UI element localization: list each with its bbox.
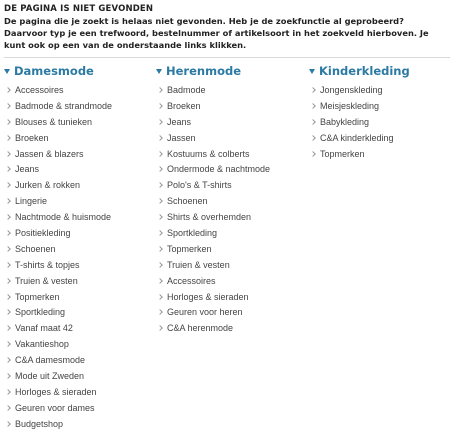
divider bbox=[4, 57, 450, 58]
category-link-label: Truien & vesten bbox=[15, 275, 78, 286]
category-link[interactable] bbox=[156, 161, 306, 177]
category-link-label: Nachtmode & huismode bbox=[15, 212, 112, 223]
category-link[interactable] bbox=[4, 241, 154, 257]
chevron-right-icon bbox=[5, 389, 11, 395]
category-link[interactable] bbox=[4, 161, 154, 177]
category-link[interactable] bbox=[4, 193, 154, 209]
chevron-right-icon bbox=[310, 151, 316, 157]
category-link-label: C&A damesmode bbox=[15, 355, 86, 366]
chevron-right-icon bbox=[157, 103, 163, 109]
category-link-label: T-shirts & topjes bbox=[15, 259, 80, 270]
category-link-label: Vanaf maat 42 bbox=[15, 323, 73, 334]
category-link[interactable] bbox=[156, 304, 306, 320]
category-link-label: Badmode & strandmode bbox=[15, 100, 113, 111]
triangle-down-icon bbox=[4, 69, 10, 74]
chevron-right-icon bbox=[5, 103, 11, 109]
chevron-right-icon bbox=[157, 151, 163, 157]
category-link[interactable] bbox=[309, 114, 449, 130]
chevron-right-icon bbox=[5, 230, 11, 236]
category-link[interactable] bbox=[4, 320, 154, 336]
category-link-label: C&A herenmode bbox=[167, 323, 234, 334]
category-link-label: Accessoires bbox=[167, 275, 216, 286]
chevron-right-icon bbox=[157, 246, 163, 252]
category-link-label: Badmode bbox=[167, 84, 206, 95]
category-link[interactable] bbox=[156, 289, 306, 305]
link-list bbox=[4, 82, 154, 432]
category-link[interactable] bbox=[156, 177, 306, 193]
category-link[interactable] bbox=[4, 273, 154, 289]
category-link-label: Meisjeskleding bbox=[320, 100, 380, 111]
category-link-label: Sportkleding bbox=[15, 307, 66, 318]
category-link[interactable] bbox=[156, 273, 306, 289]
category-link[interactable] bbox=[4, 177, 154, 193]
category-link-label: Topmerken bbox=[320, 148, 365, 159]
category-link[interactable] bbox=[4, 336, 154, 352]
category-link-label: Geuren voor heren bbox=[167, 307, 243, 318]
category-link-label: Horloges & sieraden bbox=[15, 386, 97, 397]
category-link[interactable] bbox=[156, 209, 306, 225]
category-link-label: Horloges & sieraden bbox=[167, 291, 249, 302]
category-link[interactable] bbox=[156, 225, 306, 241]
chevron-right-icon bbox=[157, 87, 163, 93]
chevron-right-icon bbox=[157, 278, 163, 284]
category-link[interactable] bbox=[156, 114, 306, 130]
category-link[interactable] bbox=[4, 289, 154, 305]
chevron-right-icon bbox=[5, 405, 11, 411]
link-list bbox=[309, 82, 449, 161]
category-link[interactable] bbox=[156, 320, 306, 336]
category-link-label: C&A kinderkleding bbox=[320, 132, 394, 143]
category-link[interactable] bbox=[156, 98, 306, 114]
category-link[interactable] bbox=[309, 82, 449, 98]
chevron-right-icon bbox=[157, 294, 163, 300]
chevron-right-icon bbox=[5, 182, 11, 188]
chevron-right-icon bbox=[5, 357, 11, 363]
chevron-right-icon bbox=[157, 119, 163, 125]
category-link-label: Babykleding bbox=[320, 116, 370, 127]
category-link-label: Schoenen bbox=[15, 243, 56, 254]
category-link[interactable] bbox=[156, 146, 306, 162]
chevron-right-icon bbox=[310, 119, 316, 125]
chevron-right-icon bbox=[5, 214, 11, 220]
chevron-right-icon bbox=[157, 135, 163, 141]
category-link-label: Blouses & tunieken bbox=[15, 116, 93, 127]
category-link[interactable] bbox=[4, 400, 154, 416]
category-link[interactable] bbox=[4, 98, 154, 114]
category-link[interactable] bbox=[4, 352, 154, 368]
category-heading-herenmode[interactable] bbox=[156, 64, 306, 78]
category-link-label: Jurken & rokken bbox=[15, 180, 81, 191]
category-link[interactable] bbox=[4, 130, 154, 146]
chevron-right-icon bbox=[157, 230, 163, 236]
category-link-label: Jeans bbox=[167, 116, 192, 127]
chevron-right-icon bbox=[5, 135, 11, 141]
category-link[interactable] bbox=[4, 209, 154, 225]
category-link-label: Jassen bbox=[167, 132, 196, 143]
category-link-label: Ondermode & nachtmode bbox=[167, 164, 271, 175]
chevron-right-icon bbox=[310, 103, 316, 109]
category-link-label: Sportkleding bbox=[167, 227, 218, 238]
chevron-right-icon bbox=[5, 278, 11, 284]
chevron-right-icon bbox=[157, 182, 163, 188]
category-link[interactable] bbox=[4, 225, 154, 241]
chevron-right-icon bbox=[5, 310, 11, 316]
chevron-right-icon bbox=[5, 341, 11, 347]
category-column-kinderkleding bbox=[309, 64, 449, 161]
category-link-label: Positiekleding bbox=[15, 227, 71, 238]
category-link-label: Schoenen bbox=[167, 196, 208, 207]
category-link-label: Broeken bbox=[15, 132, 49, 143]
chevron-right-icon bbox=[157, 262, 163, 268]
category-link[interactable] bbox=[4, 368, 154, 384]
category-link[interactable] bbox=[4, 416, 154, 432]
category-link[interactable] bbox=[4, 304, 154, 320]
category-link-label: Topmerken bbox=[167, 243, 212, 254]
page-title: DE PAGINA IS NIET GEVONDEN bbox=[4, 4, 154, 14]
category-link-label: Shirts & overhemden bbox=[167, 212, 252, 223]
category-link[interactable] bbox=[309, 98, 449, 114]
category-link-label: Kostuums & colberts bbox=[167, 148, 250, 159]
category-heading-label: Damesmode bbox=[14, 64, 94, 78]
chevron-right-icon bbox=[5, 262, 11, 268]
chevron-right-icon bbox=[5, 373, 11, 379]
chevron-right-icon bbox=[157, 325, 163, 331]
category-heading-damesmode[interactable] bbox=[4, 64, 154, 78]
chevron-right-icon bbox=[5, 119, 11, 125]
category-link-label: Vakantieshop bbox=[15, 339, 69, 350]
category-link-label: Polo's & T-shirts bbox=[167, 180, 232, 191]
category-column-herenmode bbox=[156, 64, 306, 336]
chevron-right-icon bbox=[157, 310, 163, 316]
category-link[interactable] bbox=[156, 82, 306, 98]
not-found-message: De pagina die je zoekt is helaas niet gevonden. Heb je de zoekfunctie al geprobeerd? Daarvoor typ je een trefwoord, bestelnummer of artikelsoort in het zoekveld hierboven. Je kunt ook op een van de onderstaande links klikken. bbox=[4, 16, 429, 50]
chevron-right-icon bbox=[157, 167, 163, 173]
category-link[interactable] bbox=[4, 82, 154, 98]
chevron-right-icon bbox=[157, 198, 163, 204]
category-link[interactable] bbox=[309, 146, 449, 162]
category-link[interactable] bbox=[156, 241, 306, 257]
category-link-label: Jassen & blazers bbox=[15, 148, 84, 159]
category-link-label: Jeans bbox=[15, 164, 40, 175]
category-link-label: Topmerken bbox=[15, 291, 60, 302]
triangle-down-icon bbox=[309, 69, 315, 74]
category-link[interactable] bbox=[156, 193, 306, 209]
category-link-label: Jongenskleding bbox=[320, 84, 383, 95]
category-link-label: Truien & vesten bbox=[167, 259, 230, 270]
category-link[interactable] bbox=[309, 130, 449, 146]
category-link[interactable] bbox=[4, 384, 154, 400]
chevron-right-icon bbox=[5, 151, 11, 157]
category-link-label: Accessoires bbox=[15, 84, 64, 95]
category-link-label: Mode uit Zweden bbox=[15, 370, 85, 381]
category-link[interactable] bbox=[4, 257, 154, 273]
chevron-right-icon bbox=[310, 87, 316, 93]
chevron-right-icon bbox=[5, 198, 11, 204]
category-link[interactable] bbox=[156, 130, 306, 146]
chevron-right-icon bbox=[5, 246, 11, 252]
chevron-right-icon bbox=[5, 167, 11, 173]
category-link-label: Geuren voor dames bbox=[15, 402, 95, 413]
triangle-down-icon bbox=[156, 69, 162, 74]
category-link[interactable] bbox=[156, 257, 306, 273]
chevron-right-icon bbox=[5, 87, 11, 93]
link-list bbox=[156, 82, 306, 336]
chevron-right-icon bbox=[157, 214, 163, 220]
chevron-right-icon bbox=[5, 294, 11, 300]
category-heading-kinderkleding[interactable] bbox=[309, 64, 449, 78]
chevron-right-icon bbox=[5, 421, 11, 427]
category-link-label: Budgetshop bbox=[15, 418, 64, 429]
category-heading-label: Herenmode bbox=[166, 64, 241, 78]
category-link[interactable] bbox=[4, 114, 154, 130]
category-column-damesmode bbox=[4, 64, 154, 432]
chevron-right-icon bbox=[310, 135, 316, 141]
category-link-label: Lingerie bbox=[15, 196, 48, 207]
category-link[interactable] bbox=[4, 146, 154, 162]
category-link-label: Broeken bbox=[167, 100, 201, 111]
chevron-right-icon bbox=[5, 325, 11, 331]
category-heading-label: Kinderkleding bbox=[319, 64, 410, 78]
